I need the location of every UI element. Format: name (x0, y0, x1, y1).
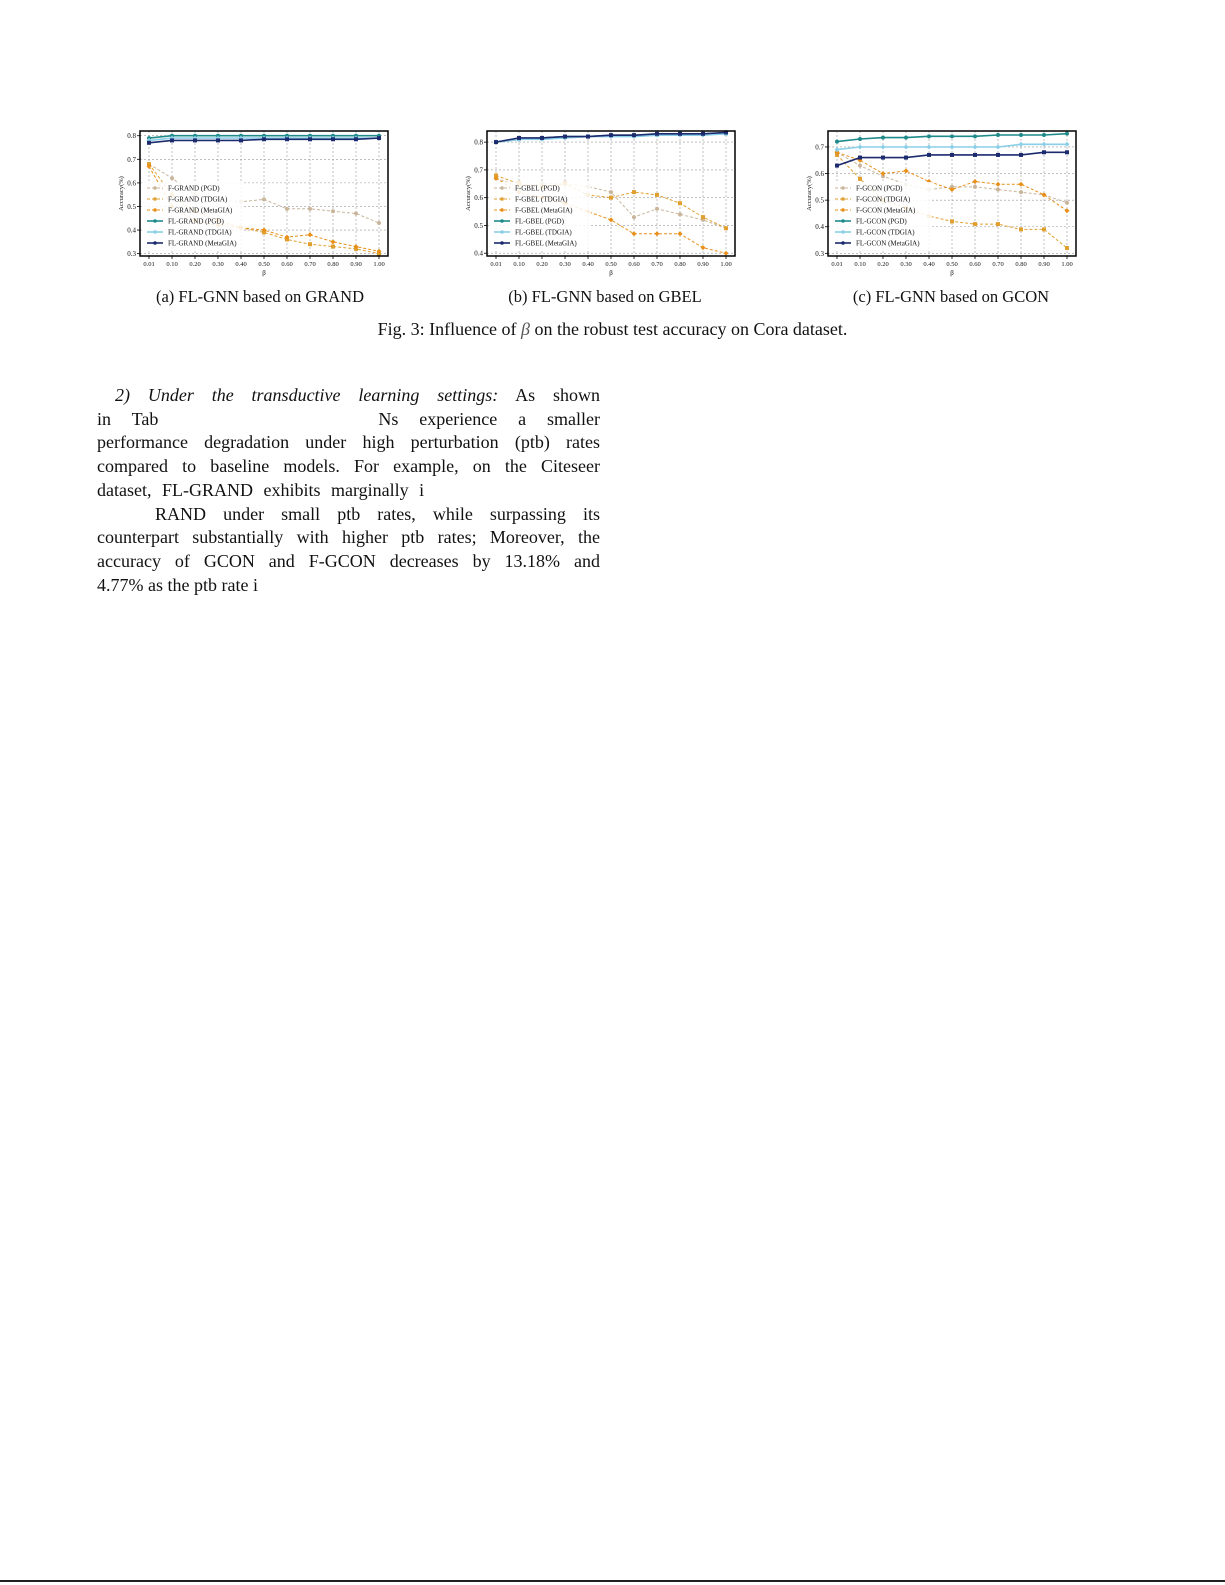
plot-area (465, 130, 735, 277)
data-point (632, 190, 636, 194)
body-line-6 (97, 503, 600, 527)
data-point (1042, 133, 1046, 137)
chart-gbel (462, 128, 737, 278)
data-point (1019, 142, 1024, 147)
data-point (1019, 133, 1023, 137)
legend-label: F-GBEL (PGD) (515, 184, 560, 193)
legend-label: F-GCON (PGD) (856, 184, 903, 193)
data-point (540, 136, 544, 140)
body-line-8: accuracy of GCON and F-GCON decreases by 13.18% and (97, 550, 600, 571)
section-heading: 2) Under the transductive learning settings: (115, 385, 499, 405)
data-point (904, 168, 909, 173)
x-axis-label: β (609, 269, 613, 277)
data-point (881, 144, 886, 149)
data-point (239, 138, 243, 142)
data-point (996, 222, 1000, 226)
data-point (927, 153, 931, 157)
body-line-2a: in Tab (97, 408, 159, 429)
legend-label: FL-GRAND (TDGIA) (168, 228, 232, 237)
data-point (1042, 227, 1046, 231)
x-tick-label: 1.00 (720, 261, 732, 268)
data-point (354, 212, 358, 216)
data-point (701, 245, 706, 250)
data-point (858, 177, 862, 181)
data-point (904, 156, 908, 160)
data-point (655, 132, 659, 136)
x-tick-label: 0.60 (628, 261, 640, 268)
y-axis-label: Accuracy(%) (465, 176, 472, 211)
data-point (1065, 246, 1069, 250)
data-point (147, 141, 151, 145)
legend-marker (500, 230, 504, 234)
data-point (655, 207, 659, 211)
y-tick-label: 0.6 (474, 194, 483, 203)
data-point (678, 132, 682, 136)
data-point (701, 215, 705, 219)
data-point (1065, 142, 1070, 147)
data-point (517, 136, 521, 140)
data-point (331, 209, 335, 213)
y-tick-label: 0.8 (127, 132, 136, 141)
body-line-5-text: dataset, FL-GRAND exhibits marginally i (97, 479, 425, 500)
legend-label: FL-GBEL (TDGIA) (515, 228, 572, 237)
y-tick-label: 0.8 (474, 138, 483, 147)
legend-marker (500, 208, 504, 212)
data-point (1065, 201, 1069, 205)
body-line-4: compared to baseline models. For example, on the Citeseer (97, 456, 600, 477)
y-axis-label: Accuracy(%) (806, 176, 813, 211)
data-point (494, 140, 498, 144)
data-point (858, 137, 862, 141)
chart-gcon (803, 128, 1078, 278)
data-point (632, 231, 637, 236)
legend-label: FL-GCON (MetaGIA) (856, 239, 920, 248)
body-line-2 (97, 408, 600, 432)
legend-marker (153, 219, 157, 223)
plot-area (118, 131, 388, 277)
bottom-rule (0, 1580, 1225, 1582)
data-point (1019, 153, 1023, 157)
legend-marker (500, 241, 504, 245)
data-point (377, 221, 381, 225)
legend-marker (153, 230, 157, 234)
x-axis-label: β (950, 269, 954, 277)
data-point (1065, 132, 1069, 136)
y-tick-label: 0.5 (127, 202, 136, 211)
caption-prefix: Fig. 3: Influence of (377, 319, 522, 339)
data-point (701, 132, 705, 136)
data-point (1019, 190, 1023, 194)
legend-label: F-GCON (MetaGIA) (856, 206, 916, 215)
data-point (927, 134, 931, 138)
x-tick-label: 0.70 (651, 261, 663, 268)
data-point (1065, 150, 1069, 154)
legend-marker (153, 208, 157, 212)
data-point (835, 164, 839, 168)
data-point (858, 144, 863, 149)
data-point (973, 179, 978, 184)
legend-label: FL-GCON (TDGIA) (856, 228, 915, 237)
x-tick-label: 0.60 (281, 261, 293, 268)
x-tick-label: 0.20 (877, 261, 889, 268)
data-point (1042, 150, 1046, 154)
caption-suffix: on the robust test accuracy on Cora dataset. (530, 319, 848, 339)
legend-marker (841, 197, 845, 201)
data-point (609, 190, 613, 194)
body-line-2b: Ns experience a smaller (378, 408, 600, 429)
x-tick-label: 0.70 (304, 261, 316, 268)
y-tick-label: 0.6 (127, 179, 136, 188)
data-point (193, 138, 197, 142)
y-tick-label: 0.7 (815, 143, 824, 152)
caption-symbol: β (521, 319, 531, 339)
legend-marker (841, 219, 845, 223)
data-point (1019, 227, 1023, 231)
legend-label: F-GBEL (TDGIA) (515, 195, 568, 204)
subcaption-c: (c) FL-GNN based on GCON (852, 287, 1050, 306)
legend-marker (153, 186, 157, 190)
body-paragraph (97, 384, 600, 597)
legend-marker (500, 197, 504, 201)
x-tick-label: 0.90 (350, 261, 362, 268)
x-tick-label: 0.20 (536, 261, 548, 268)
data-point (973, 185, 977, 189)
data-point (632, 215, 636, 219)
legend-marker (153, 197, 157, 201)
data-point (927, 144, 932, 149)
data-point (881, 136, 885, 140)
data-point (262, 137, 266, 141)
data-point (950, 219, 954, 223)
x-tick-label: 0.20 (189, 261, 201, 268)
x-tick-label: 0.01 (831, 261, 843, 268)
x-tick-label: 0.80 (1015, 261, 1027, 268)
data-point (996, 133, 1000, 137)
x-tick-label: 0.40 (923, 261, 935, 268)
body-line-1-text: As shown (515, 385, 600, 405)
data-point (950, 134, 954, 138)
data-point (950, 144, 955, 149)
data-point (904, 144, 909, 149)
x-tick-label: 0.01 (143, 261, 155, 268)
data-point (377, 136, 381, 140)
legend-marker (153, 241, 157, 245)
legend-marker (841, 241, 845, 245)
x-tick-label: 0.10 (513, 261, 525, 268)
data-point (835, 140, 839, 144)
x-tick-label: 0.30 (212, 261, 224, 268)
data-point (655, 231, 660, 236)
subcaption-b: (b) FL-GNN based on GBEL (508, 287, 702, 306)
data-point (881, 156, 885, 160)
legend-marker (500, 186, 504, 190)
data-point (308, 137, 312, 141)
data-point (858, 164, 862, 168)
legend-label: F-GCON (TDGIA) (856, 195, 911, 204)
data-point (170, 176, 174, 180)
data-point (285, 137, 289, 141)
data-point (950, 153, 954, 157)
data-point (354, 137, 358, 141)
y-axis-label: Accuracy(%) (118, 176, 125, 211)
data-point (996, 188, 1000, 192)
body-line-1 (97, 384, 600, 408)
body-line-6-text: RAND under small ptb rates, while surpassing its (155, 503, 600, 524)
y-tick-label: 0.7 (474, 166, 483, 175)
chart-grand-svg (115, 128, 390, 278)
x-tick-label: 0.30 (900, 261, 912, 268)
x-tick-label: 0.10 (854, 261, 866, 268)
data-point (609, 217, 614, 222)
x-tick-label: 0.90 (1038, 261, 1050, 268)
data-point (632, 133, 636, 137)
y-tick-label: 0.3 (127, 250, 136, 259)
chart-gbel-svg (462, 128, 737, 278)
data-point (996, 144, 1001, 149)
data-point (973, 153, 977, 157)
data-point (973, 222, 977, 226)
x-tick-label: 0.50 (946, 261, 958, 268)
legend-label: F-GRAND (MetaGIA) (168, 206, 233, 215)
data-point (655, 193, 659, 197)
data-point (724, 251, 729, 256)
data-point (308, 207, 312, 211)
x-axis-label: β (262, 269, 266, 277)
data-point (973, 144, 978, 149)
data-point (609, 196, 613, 200)
x-tick-label: 0.80 (327, 261, 339, 268)
data-point (308, 232, 313, 237)
body-line-3: performance degradation under high perturbation (ptb) rates (97, 432, 600, 453)
data-point (858, 156, 862, 160)
y-tick-label: 0.6 (815, 170, 824, 179)
data-point (678, 231, 683, 236)
y-tick-label: 0.3 (815, 249, 824, 258)
x-tick-label: 0.90 (697, 261, 709, 268)
data-point (586, 135, 590, 139)
legend-label: FL-GRAND (MetaGIA) (168, 239, 237, 248)
chart-gcon-svg (803, 128, 1078, 278)
x-tick-label: 0.80 (674, 261, 686, 268)
y-tick-label: 0.5 (474, 221, 483, 230)
chart-grand (115, 128, 390, 278)
x-tick-label: 0.50 (605, 261, 617, 268)
x-tick-label: 0.50 (258, 261, 270, 268)
body-line-5 (97, 479, 600, 503)
legend-label: F-GRAND (PGD) (168, 184, 220, 193)
x-tick-label: 0.40 (582, 261, 594, 268)
x-tick-label: 0.01 (490, 261, 502, 268)
data-point (996, 182, 1001, 187)
data-point (262, 197, 266, 201)
legend-label: F-GRAND (TDGIA) (168, 195, 228, 204)
y-tick-label: 0.4 (127, 226, 136, 235)
legend-marker (841, 208, 845, 212)
x-tick-label: 0.60 (969, 261, 981, 268)
legend-label: FL-GRAND (PGD) (168, 217, 224, 226)
body-line-9: 4.77% as the ptb rate i (97, 574, 258, 595)
data-point (216, 138, 220, 142)
plot-area (806, 131, 1076, 277)
x-tick-label: 0.10 (166, 261, 178, 268)
data-point (331, 245, 335, 249)
figure-caption (0, 319, 1225, 340)
data-point (678, 201, 682, 205)
legend-label: FL-GCON (PGD) (856, 217, 907, 226)
data-point (170, 138, 174, 142)
y-tick-label: 0.5 (815, 196, 824, 205)
data-point (904, 136, 908, 140)
x-tick-label: 1.00 (373, 261, 385, 268)
data-point (1019, 182, 1024, 187)
y-tick-label: 0.7 (127, 155, 136, 164)
data-point (331, 137, 335, 141)
x-tick-label: 0.30 (559, 261, 571, 268)
data-point (331, 239, 336, 244)
y-tick-label: 0.4 (474, 249, 483, 258)
data-point (973, 134, 977, 138)
legend-label: FL-GBEL (PGD) (515, 217, 564, 226)
x-tick-label: 0.70 (992, 261, 1004, 268)
legend-label: FL-GBEL (MetaGIA) (515, 239, 577, 248)
data-point (724, 226, 728, 230)
data-point (308, 242, 312, 246)
x-tick-label: 0.40 (235, 261, 247, 268)
data-point (563, 135, 567, 139)
x-tick-label: 1.00 (1061, 261, 1073, 268)
y-tick-label: 0.4 (815, 223, 824, 232)
data-point (609, 133, 613, 137)
body-line-7: counterpart substantially with higher ptb rates; Moreover, the (97, 527, 600, 548)
legend-label: F-GBEL (MetaGIA) (515, 206, 573, 215)
data-point (1042, 142, 1047, 147)
subcaption-a: (a) FL-GNN based on GRAND (155, 287, 365, 306)
legend-marker (841, 230, 845, 234)
legend-marker (841, 186, 845, 190)
data-point (678, 212, 682, 216)
data-point (996, 153, 1000, 157)
data-point (285, 207, 289, 211)
legend-marker (500, 219, 504, 223)
